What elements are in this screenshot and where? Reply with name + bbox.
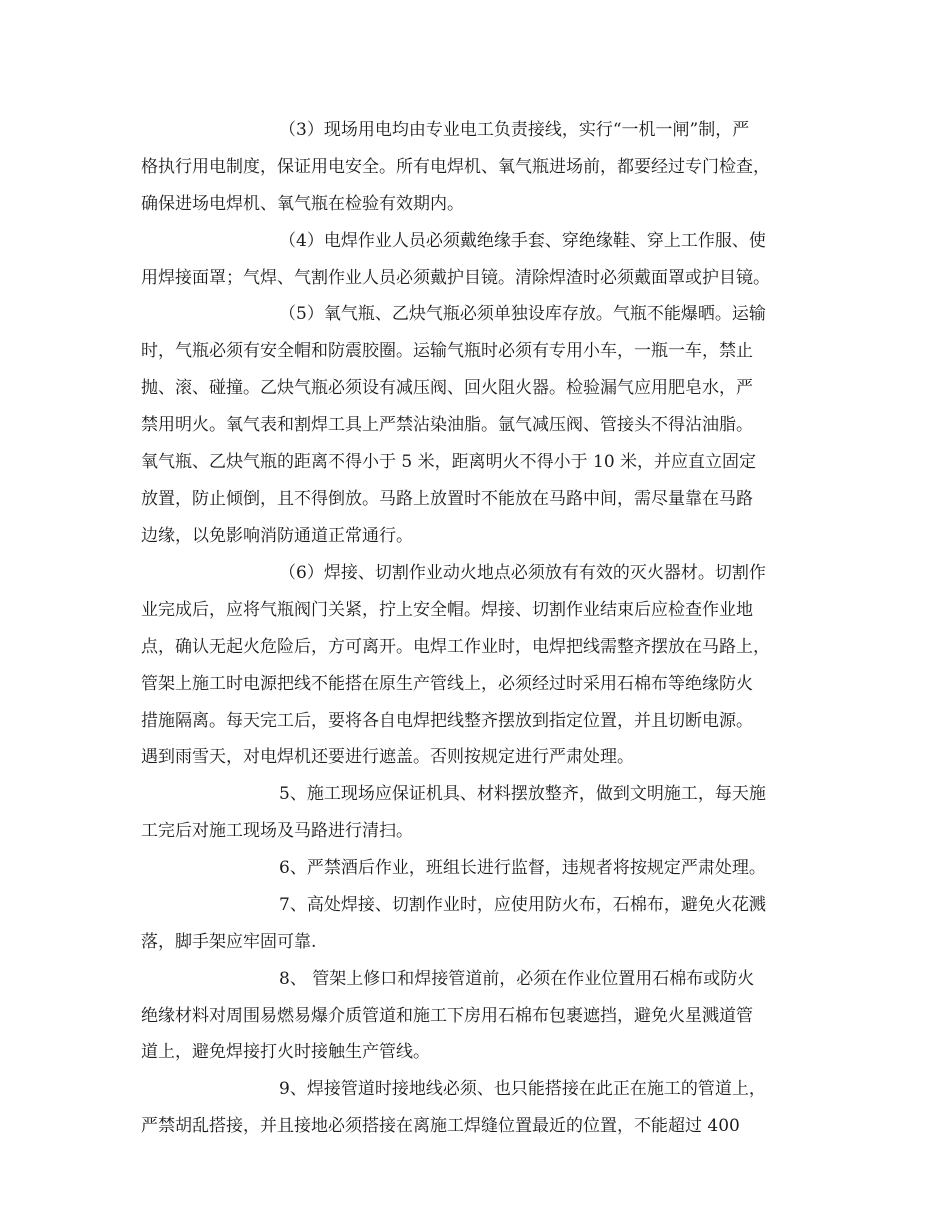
paragraph-5-line-2: 时，气瓶必须有安全帽和防震胶圈。运输气瓶时必须有专用小车，一瓶一车，禁止 <box>141 341 753 361</box>
paragraph-6-line-5: 措施隔离。每天完工后，要将各自电焊把线整齐摆放到指定位置，并且切断电源。 <box>141 711 753 731</box>
item-7-line-1: 7、高处焊接、切割作业时，应使用防火布，石棉布，避免火花溅 <box>279 895 766 915</box>
paragraph-6-line-4: 管架上施工时电源把线不能搭在原生产管线上，必须经过时采用石棉布等绝缘防火 <box>141 674 753 694</box>
paragraph-5-line-6: 放置，防止倾倒，且不得倒放。马路上放置时不能放在马路中间，需尽量靠在马路 <box>141 489 753 509</box>
paragraph-4-line-2: 用焊接面罩；气焊、气割作业人员必须戴护目镜。清除焊渣时必须戴面罩或护目镜。 <box>141 268 770 288</box>
item-9-line-2: 严禁胡乱搭接，并且接地必须搭接在离施工焊缝位置最近的位置，不能超过 400 <box>141 1116 740 1136</box>
item-8-line-2: 绝缘材料对周围易燃易爆介质管道和施工下房用石棉布包裹遮挡，避免火星溅道管 <box>141 1006 753 1026</box>
paragraph-5-line-7: 边缘，以免影响消防通道正常通行。 <box>141 526 413 546</box>
paragraph-6-line-2: 业完成后，应将气瓶阀门关紧，拧上安全帽。焊接、切割作业结束后应检查作业地 <box>141 600 753 620</box>
paragraph-3-line-3: 确保进场电焊机、氧气瓶在检验有效期内。 <box>141 194 464 214</box>
item-8-line-3: 道上，避免焊接打火时接触生产管线。 <box>141 1042 430 1062</box>
paragraph-5-line-1: （5）氧气瓶、乙炔气瓶必须单独设库存放。气瓶不能爆晒。运输 <box>279 304 766 324</box>
paragraph-3-line-1: （3）现场用电均由专业电工负责接线，实行“一机一闸”制，严 <box>279 120 750 140</box>
item-8-line-1: 8、 管架上修口和焊接管道前，必须在作业位置用石棉布或防火 <box>279 969 755 989</box>
paragraph-6-line-3: 点，确认无起火危险后，方可离开。电焊工作业时，电焊把线需整齐摆放在马路上， <box>141 637 770 657</box>
item-9-line-1: 9、焊接管道时接地线必须、也只能搭接在此正在施工的管道上， <box>279 1079 766 1099</box>
item-5-line-2: 工完后对施工现场及马路进行清扫。 <box>141 821 413 841</box>
paragraph-6-line-6: 遇到雨雪天，对电焊机还要进行遮盖。否则按规定进行严肃处理。 <box>141 747 634 767</box>
paragraph-3-line-2: 格执行用电制度，保证用电安全。所有电焊机、氧气瓶进场前，都要经过专门检查， <box>141 157 770 177</box>
paragraph-5-line-4: 禁用明火。氧气表和割焊工具上严禁沾染油脂。氩气减压阀、管接头不得沾油脂。 <box>141 415 753 435</box>
paragraph-5-line-3: 抛、滚、碰撞。乙炔气瓶必须设有减压阀、回火阻火器。检验漏气应用肥皂水，严 <box>141 378 753 398</box>
item-6-line-1: 6、严禁酒后作业，班组长进行监督，违规者将按规定严肃处理。 <box>279 858 766 878</box>
item-7-line-2: 落，脚手架应牢固可靠. <box>141 932 317 952</box>
item-5-line-1: 5、施工现场应保证机具、材料摆放整齐，做到文明施工，每天施 <box>279 784 766 804</box>
paragraph-5-line-5: 氧气瓶、乙炔气瓶的距离不得小于 5 米，距离明火不得小于 10 米，并应直立固定 <box>141 452 757 472</box>
paragraph-4-line-1: （4）电焊作业人员必须戴绝缘手套、穿绝缘鞋、穿上工作服、使 <box>279 231 766 251</box>
paragraph-6-line-1: （6）焊接、切割作业动火地点必须放有有效的灭火器材。切割作 <box>279 563 766 583</box>
